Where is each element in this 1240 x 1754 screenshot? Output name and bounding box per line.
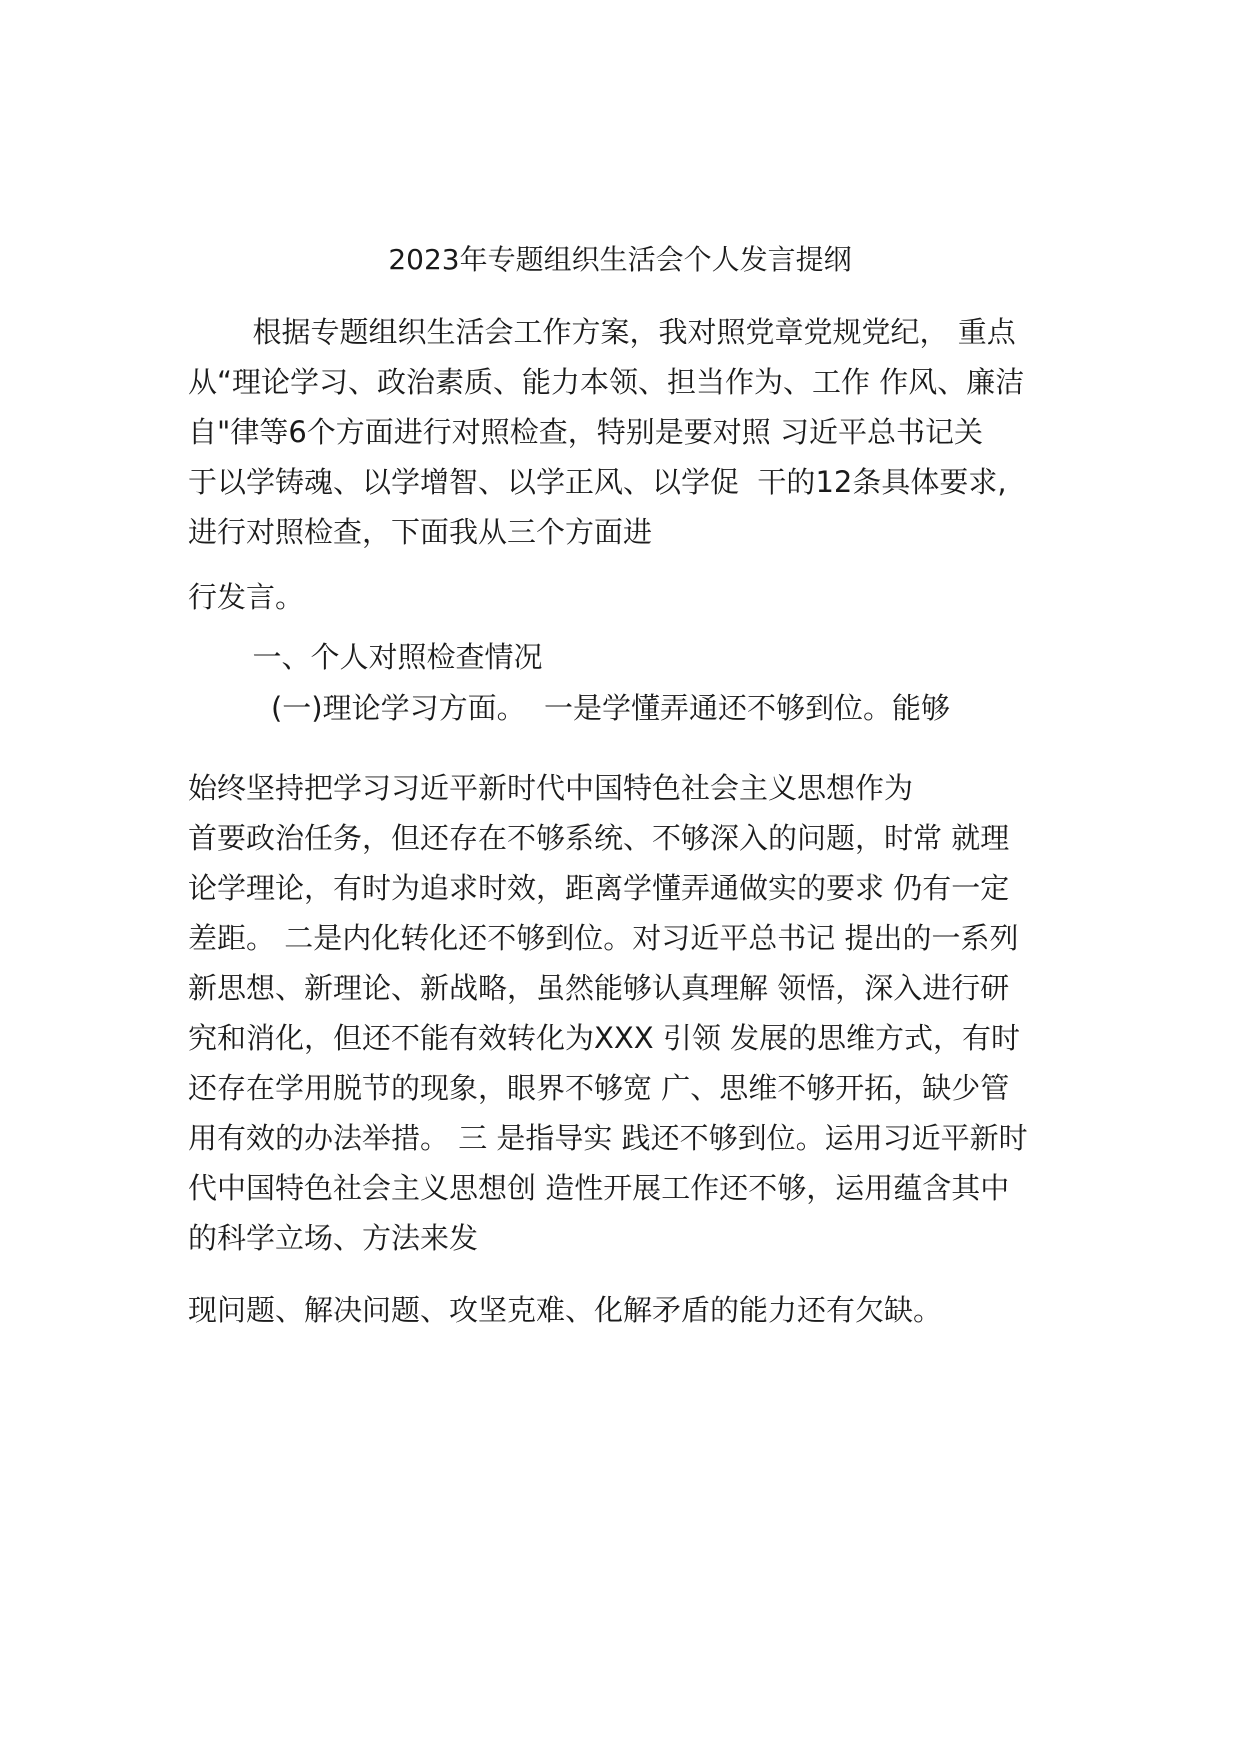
- paragraph-line: 还存在学用脱节的现象，眼界不够宽 广、思维不够开拓，缺少管: [188, 1071, 1010, 1105]
- paragraph-line: 的科学立场、方法来发: [188, 1221, 479, 1255]
- section-heading: 一、个人对照检查情况: [188, 640, 543, 674]
- paragraph-line: 代中国特色社会主义思想创 造性开展工作还不够，运用蕴含其中: [188, 1171, 1010, 1205]
- paragraph-line: 首要政治任务，但还存在不够系统、不够深入的问题，时常 就理: [188, 821, 1010, 855]
- paragraph-line: 新思想、新理论、新战略，虽然能够认真理解 领悟，深入进行研: [188, 971, 1010, 1005]
- subsection-line: (一)理论学习方面。 一是学懂弄通还不够到位。能够: [188, 691, 951, 725]
- paragraph-line: 用有效的办法举措。 三 是指导实 践还不够到位。运用习近平新时: [188, 1121, 1028, 1155]
- paragraph-line: 差距。 二是内化转化还不够到位。对习近平总书记 提出的一系列: [188, 921, 1019, 955]
- paragraph-line: 现问题、解决问题、攻坚克难、化解矛盾的能力还有欠缺。: [188, 1293, 943, 1327]
- paragraph-line: 自"律等6个方面进行对照检查，特别是要对照 习近平总书记关: [188, 415, 984, 449]
- document-title: 2023年专题组织生活会个人发言提纲: [388, 243, 852, 276]
- paragraph-line: 根据专题组织生活会工作方案，我对照党章党规党纪， 重点: [188, 315, 1016, 349]
- paragraph-line: 进行对照检查，下面我从三个方面进: [188, 515, 653, 549]
- paragraph-line: 行发言。: [188, 580, 305, 614]
- paragraph-line: 始终坚持把学习习近平新时代中国特色社会主义思想作为: [188, 771, 914, 805]
- paragraph-line: 从“理论学习、政治素质、能力本领、担当作为、工作 作风、廉洁: [188, 365, 1025, 399]
- paragraph-line: 于以学铸魂、以学增智、以学正风、以学促 干的12条具体要求,: [188, 465, 1007, 499]
- paragraph-line: 究和消化，但还不能有效转化为XXX 引领 发展的思维方式，有时: [188, 1021, 1021, 1055]
- paragraph-line: 论学理论，有时为追求时效，距离学懂弄通做实的要求 仍有一定: [188, 871, 1010, 905]
